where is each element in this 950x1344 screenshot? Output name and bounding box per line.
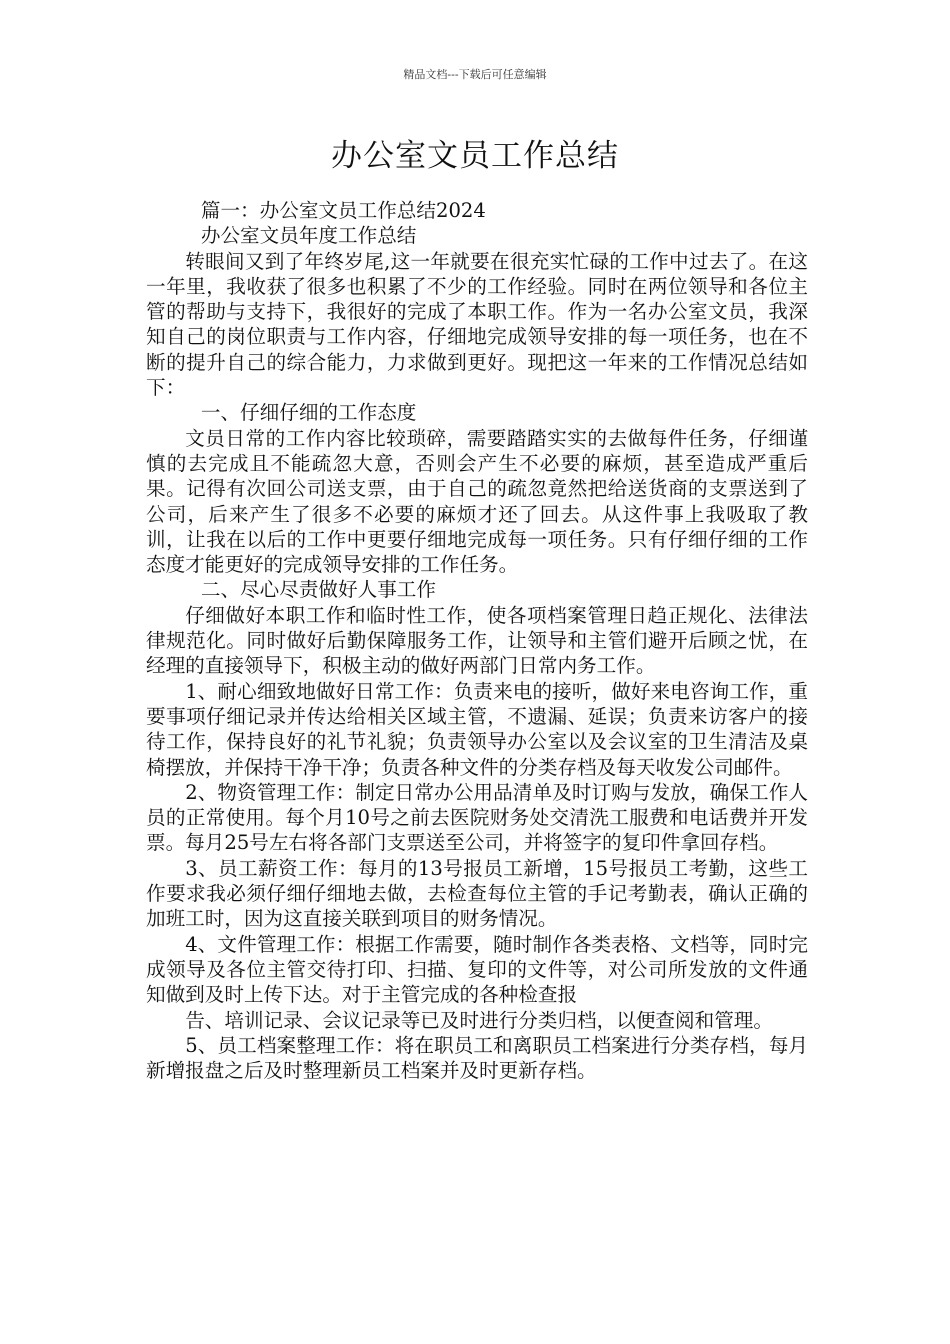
document-body — [146, 198, 808, 1083]
section-heading: 办公室文员年度工作总结 — [200, 224, 417, 248]
paragraph: 1、耐心细致地做好日常工作：负责来电的接听，做好来电咨询工作，重要事项仔细记录并传达给相关区域主管，不遗漏、延误；负责来访客户的接待工作，保持良好的礼节礼貌；负责领导办公室以及会议室的卫生清洁及桌椅摆放，并保持干净干净；负责各种文件的分类存档及每天收发公司邮件。 — [146, 679, 808, 779]
paragraph: 文员日常的工作内容比较琐碎，需要踏踏实实的去做每件任务，仔细谨慎的去完成且不能疏忽大意，否则会产生不必要的麻烦，甚至造成严重后果。记得有次回公司送支票，由于自己的疏忽竟然把给送货商的支票送到了公司，后来产生了很多不必要的麻烦才还了回去。从这件事上我吸取了教训，让我在以后的工作中更要仔细地完成每一项任务。只有仔细仔细的工作态度才能更好的完成领导安排的工作任务。 — [146, 426, 808, 577]
paragraph: 5、员工档案整理工作：将在职员工和离职员工档案进行分类存档，每月新增报盘之后及时整理新员工档案并及时更新存档。 — [146, 1033, 808, 1083]
paragraph: 3、员工薪资工作：每月的13号报员工新增，15号报员工考勤，这些工作要求我必须仔细仔细地去做，去检查每位主管的手记考勤表，确认正确的加班工时，因为这直接关联到项目的财务情况。 — [146, 856, 808, 931]
paragraph: 仔细做好本职工作和临时性工作，使各项档案管理日趋正规化、法律法律规范化。同时做好后勤保障服务工作，让领导和主管们避开后顾之忧，在经理的直接领导下，积极主动的做好两部门日常内务工作。 — [146, 603, 808, 678]
section-heading: 二、尽心尽责做好人事工作 — [200, 578, 436, 602]
section-heading: 一、仔细仔细的工作态度 — [200, 401, 417, 425]
paragraph: 4、文件管理工作：根据工作需要，随时制作各类表格、文档等，同时完成领导及各位主管交待打印、扫描、复印的文件等，对公司所发放的文件通知做到及时上传下达。对于主管完成的各种检查报 — [146, 932, 808, 1007]
paragraph: 转眼间又到了年终岁尾,这一年就要在很充实忙碌的工作中过去了。在这一年里，我收获了很多也积累了不少的工作经验。同时在两位领导和各位主管的帮助与支持下，我很好的完成了本职工作。作为一名办公室文员，我深知自己的岗位职责与工作内容，仔细地完成领导安排的每一项任务，也在不断的提升自己的综合能力，力求做到更好。现把这一年来的工作情况总结如下： — [146, 249, 808, 400]
page-header: 精品文档---下载后可任意编辑 — [403, 68, 547, 81]
paragraph: 2、物资管理工作：制定日常办公用品清单及时订购与发放，确保工作人员的正常使用。每个月10号之前去医院财务处交清洗工服费和电话费并开发票。每月25号左右将各部门支票送至公司，并将签字的复印件拿回存档。 — [146, 780, 808, 855]
document-title: 办公室文员工作总结 — [331, 138, 619, 174]
section-heading: 篇一：办公室文员工作总结2024 — [200, 199, 486, 222]
paragraph: 告、培训记录、会议记录等已及时进行分类归档，以便查阅和管理。 — [185, 1008, 773, 1032]
